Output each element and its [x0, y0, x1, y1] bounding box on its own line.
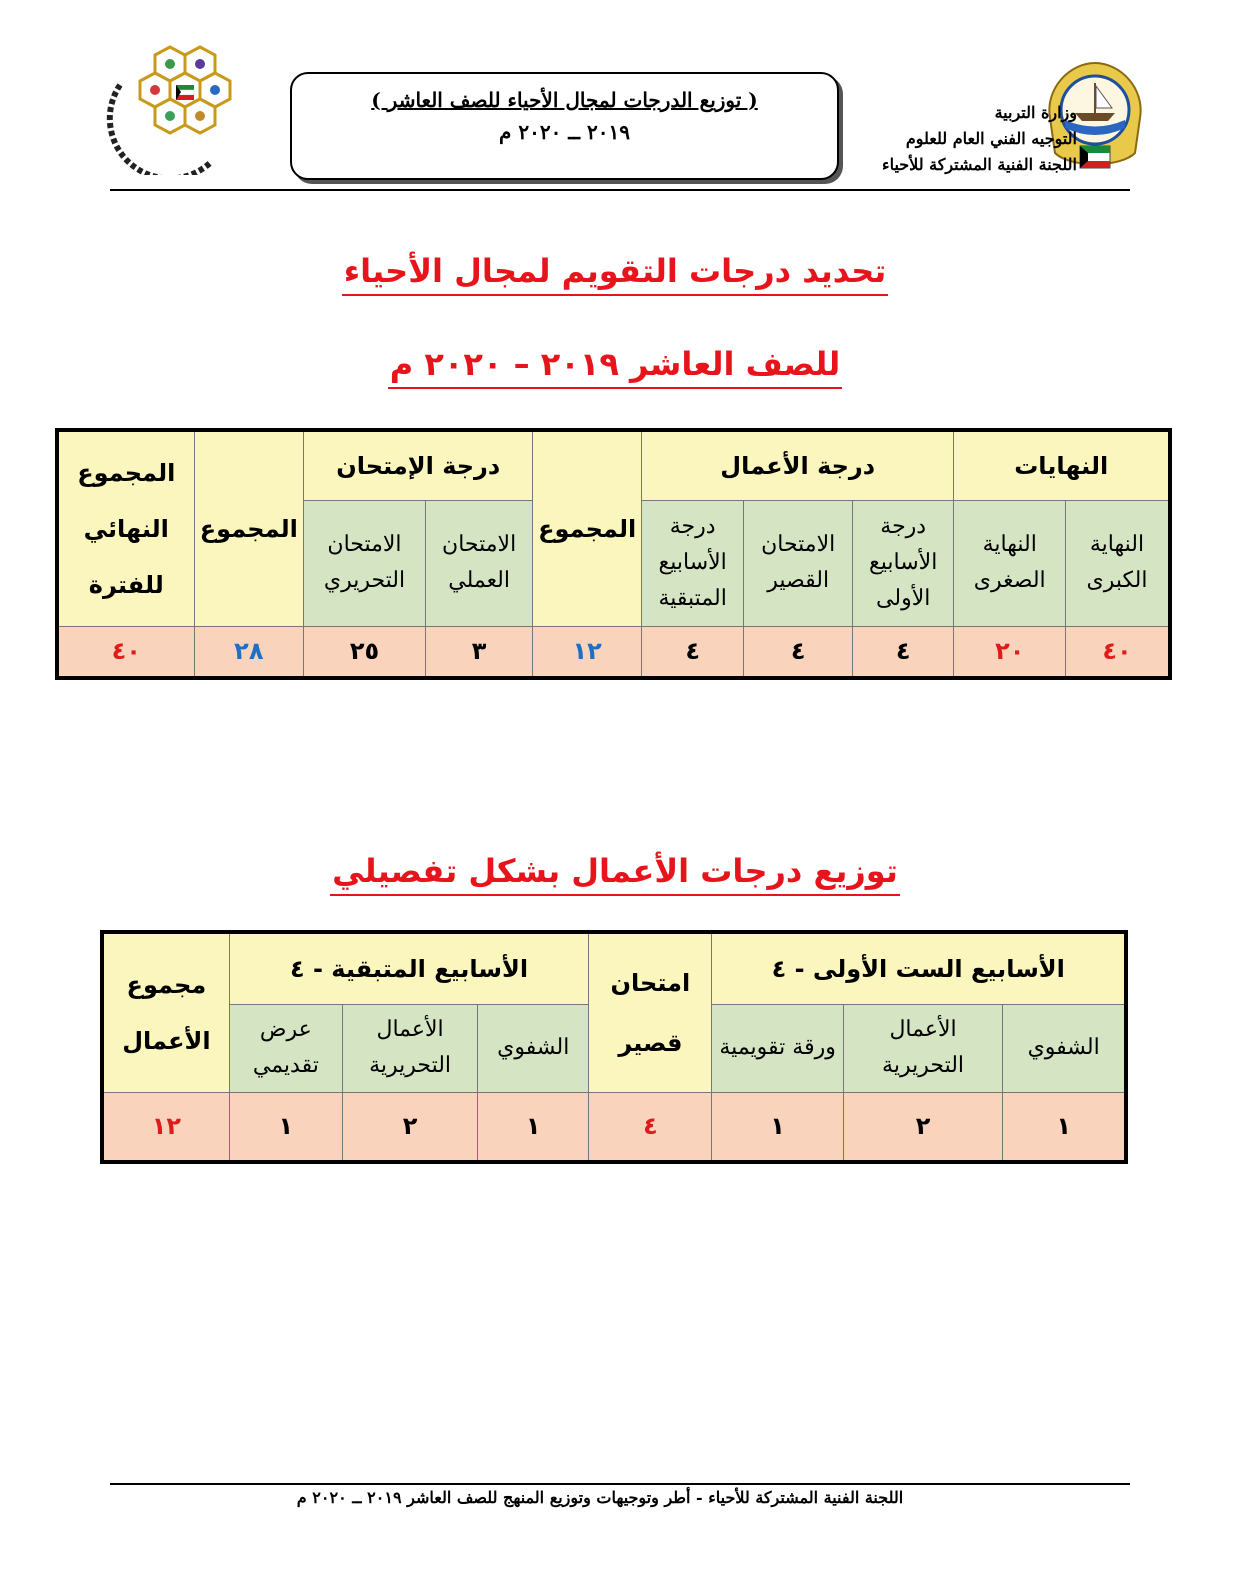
remaining-weeks-value: ٤ — [641, 626, 743, 678]
grades-table — [55, 428, 1172, 680]
written-exam-value: ٢٥ — [304, 626, 426, 678]
ministry-line: وزارة التربية — [994, 103, 1077, 122]
finals-minor-header: النهاية الصغرى — [954, 500, 1066, 626]
works-total-value: ١٢ — [533, 626, 642, 678]
header-title: ( توزيع الدرجات لمجال الأحياء للصف العاشر ) — [371, 88, 758, 112]
written-works2-value: ٢ — [342, 1092, 477, 1162]
oral2-value: ١ — [478, 1092, 589, 1162]
ministry-line: التوجيه الفني العام للعلوم — [905, 129, 1077, 148]
section1-subtitle-text: للصف العاشر ٢٠١٩ – ٢٠٢٠ م — [388, 345, 843, 389]
section2-title — [300, 852, 930, 896]
written-works-value: ٢ — [843, 1092, 1003, 1162]
finals-major-value: ٤٠ — [1066, 626, 1170, 678]
footer-divider — [110, 1483, 1130, 1485]
section1-subtitle — [300, 345, 930, 389]
remaining-weeks-header: درجة الأسابيع المتبقية — [641, 500, 743, 626]
works-detail-table — [100, 930, 1128, 1164]
header-years: ٢٠١٩ ــ ٢٠٢٠ م — [499, 120, 630, 144]
works-total-header: المجموع — [533, 430, 642, 626]
presentation-header: عرض تقديمي — [229, 1004, 342, 1092]
works-total-value: ١٢ — [102, 1092, 229, 1162]
exam-total-value: ٢٨ — [194, 626, 304, 678]
short-exam-value: ٤ — [589, 1092, 712, 1162]
written-works2-header: الأعمال التحريرية — [342, 1004, 477, 1092]
oral-header: الشفوي — [1003, 1004, 1126, 1092]
works-total-header: مجموع الأعمال — [102, 932, 229, 1092]
final-total-value: ٤٠ — [57, 626, 194, 678]
short-exam-value: ٤ — [744, 626, 853, 678]
presentation-value: ١ — [229, 1092, 342, 1162]
oral-value: ١ — [1003, 1092, 1126, 1162]
first-six-weeks-header: الأسابيع الست الأولى - ٤ — [712, 932, 1126, 1004]
final-total-header: المجموع النهائي للفترة — [57, 430, 194, 626]
header-title-box — [290, 72, 839, 180]
written-works-header: الأعمال التحريرية — [843, 1004, 1003, 1092]
short-exam-header: امتحان قصير — [589, 932, 712, 1092]
practical-exam-value: ٣ — [425, 626, 533, 678]
written-exam-header: الامتحان التحريري — [304, 500, 426, 626]
evaluation-paper-value: ١ — [712, 1092, 843, 1162]
header-divider — [110, 189, 1130, 191]
oral2-header: الشفوي — [478, 1004, 589, 1092]
first-weeks-value: ٤ — [852, 626, 953, 678]
exam-header: درجة الإمتحان — [304, 430, 533, 500]
practical-exam-header: الامتحان العملي — [425, 500, 533, 626]
works-header: درجة الأعمال — [641, 430, 953, 500]
remaining-weeks-header: الأسابيع المتبقية - ٤ — [229, 932, 589, 1004]
section1-title-text: تحديد درجات التقويم لمجال الأحياء — [342, 252, 889, 296]
ministry-text — [862, 100, 1077, 178]
exam-total-header: المجموع — [194, 430, 304, 626]
evaluation-paper-header: ورقة تقويمية — [712, 1004, 843, 1092]
finals-minor-value: ٢٠ — [954, 626, 1066, 678]
finals-major-header: النهاية الكبرى — [1066, 500, 1170, 626]
section1-title — [300, 252, 930, 296]
footer-text: اللجنة الفنية المشتركة للأحياء - أطر وتوجيهات وتوزيع المنهج للصف العاشر ٢٠١٩ ــ ٢٠٢٠ م — [296, 1488, 904, 1507]
first-weeks-header: درجة الأسابيع الأولى — [852, 500, 953, 626]
ministry-line: اللجنة الفنية المشتركة للأحياء — [882, 155, 1077, 174]
finals-header: النهايات — [954, 430, 1170, 500]
short-exam-header: الامتحان القصير — [744, 500, 853, 626]
biology-committee-logo-icon — [100, 45, 250, 175]
section2-title-text: توزيع درجات الأعمال بشكل تفصيلي — [330, 852, 900, 896]
